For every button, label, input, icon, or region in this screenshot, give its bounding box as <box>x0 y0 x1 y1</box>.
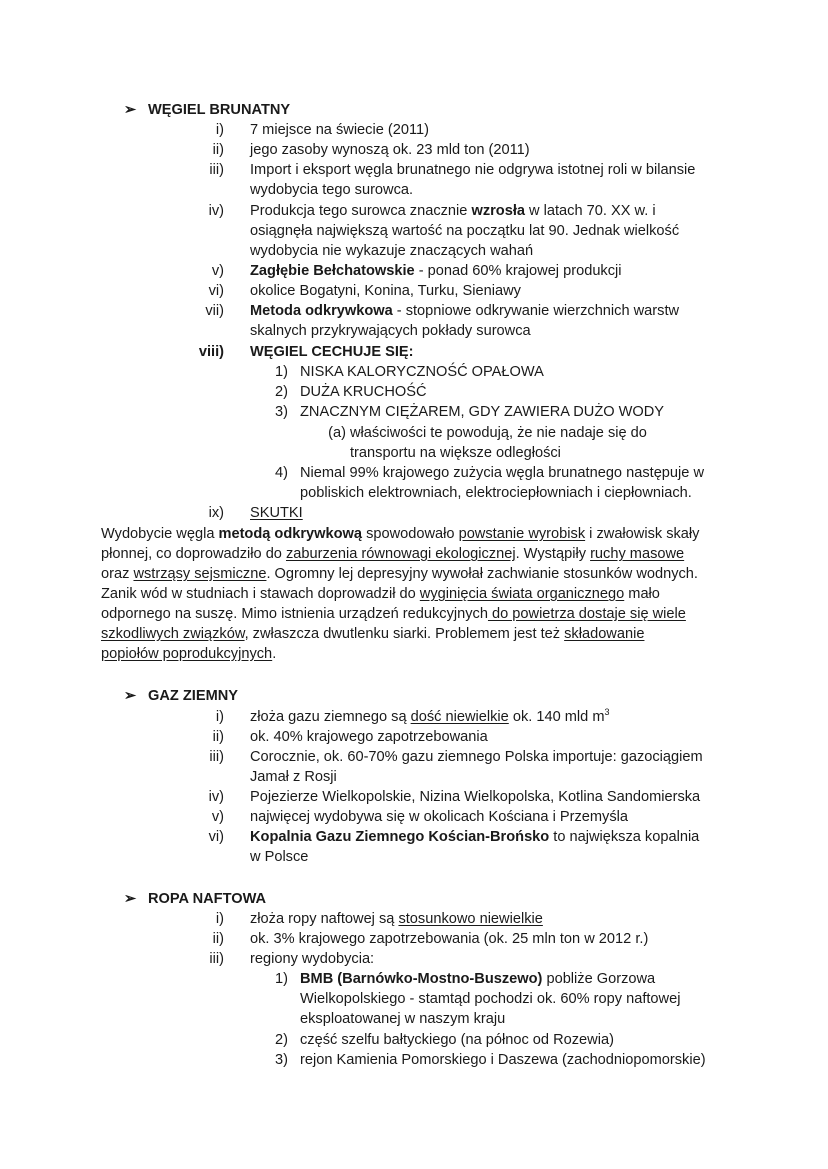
section-heading-crude-oil <box>124 889 266 909</box>
paragraph-line: Wydobycie węgla metodą odkrywkową spowodowało powstanie wyrobisk i zwałowisk skały <box>101 526 700 542</box>
item-number: ii) <box>212 931 224 947</box>
sublist-item-continuation: pobliskich elektrowniach, elektrociepłowniach i ciepłowniach. <box>300 485 692 501</box>
subsublist-item: właściwości te powodują, że nie nadaje się do <box>350 425 647 441</box>
subitem-number: 1) <box>275 971 288 987</box>
heading-text: WĘGIEL BRUNATNY <box>148 102 291 118</box>
subitem-number: 2) <box>275 1032 288 1048</box>
list-item-continuation: Jamał z Rosji <box>250 769 337 785</box>
item-number: v) <box>211 263 224 279</box>
item-number: i) <box>215 911 224 927</box>
sublist-item: ZNACZNYM CIĘŻAREM, GDY ZAWIERA DUŻO WODY <box>300 404 665 420</box>
sublist-item: BMB (Barnówko-Mostno-Buszewo) pobliże Gorzowa <box>300 971 656 987</box>
subitem-number: 3) <box>275 404 288 420</box>
item-number: vi) <box>208 829 224 845</box>
list-item: regiony wydobycia: <box>250 951 375 967</box>
subsublist-item-continuation: transportu na większe odległości <box>350 445 561 461</box>
list-item: Import i eksport węgla brunatnego nie odgrywa istotnej roli w bilansie <box>250 162 696 178</box>
item-number: ii) <box>212 142 224 158</box>
item-number: iii) <box>209 951 224 967</box>
paragraph-line: odpornego na suszę. Mimo istnienia urządzeń redukcyjnych do powietrza dostaje się wiele <box>101 606 686 622</box>
heading-text: GAZ ZIEMNY <box>148 688 238 704</box>
item-number: iii) <box>209 162 224 178</box>
list-item: złoża gazu ziemnego są dość niewielkie ok. 140 mld $m^3$ <box>250 707 610 725</box>
arrow-bullet-icon: ➢ <box>124 688 137 704</box>
item-number: v) <box>211 809 224 825</box>
sublist-item-continuation: Wielkopolskiego - stamtąd pochodzi ok. 60% ropy naftowej <box>300 991 681 1007</box>
subitem-number: 3) <box>275 1052 288 1068</box>
item-number: iii) <box>209 749 224 765</box>
list-item: 7 miejsce na świecie (2011) <box>250 122 429 138</box>
list-item-continuation: wydobycia nie wykazuje znaczących wahań <box>250 243 534 259</box>
list-item: ok. 3% krajowego zapotrzebowania (ok. 25 mln ton w 2012 r.) <box>250 931 649 947</box>
list-item: Metoda odkrywkowa - stopniowe odkrywanie wierzchnich warstw <box>250 303 680 319</box>
sublist-item: NISKA KALORYCZNOŚĆ OPAŁOWA <box>300 364 544 380</box>
paragraph-line: oraz wstrząsy sejsmiczne. Ogromny lej depresyjny wywołał zachwianie stosunków wodnych. <box>101 566 698 582</box>
subitem-number: 2) <box>275 384 288 400</box>
list-item: Zagłębie Bełchatowskie - ponad 60% krajowej produkcji <box>250 263 622 279</box>
paragraph-line: płonnej, co doprowadziło do zaburzenia równowagi ekologicznej. Wystąpiły ruchy masowe <box>101 546 685 562</box>
sublist-item: rejon Kamienia Pomorskiego i Daszewa (zachodniopomorskie) <box>300 1052 706 1068</box>
list-item-continuation: wydobycia tego surowca. <box>250 182 414 198</box>
section-heading-brown-coal <box>124 100 290 120</box>
paragraph-line: popiołów poprodukcyjnych. <box>101 646 277 662</box>
sublist-item: część szelfu bałtyckiego (na północ od Rozewia) <box>300 1032 614 1048</box>
subsubitem-number: (a) <box>328 425 346 441</box>
list-item: Kopalnia Gazu Ziemnego Kościan-Brońsko to największa kopalnia <box>250 829 700 845</box>
item-number: vi) <box>208 283 224 299</box>
arrow-bullet-icon: ➢ <box>124 891 137 907</box>
item-number: i) <box>215 709 224 725</box>
list-item: Pojezierze Wielkopolskie, Nizina Wielkopolska, Kotlina Sandomierska <box>250 789 701 805</box>
subitem-number: 1) <box>275 364 288 380</box>
list-item: WĘGIEL CECHUJE SIĘ: <box>250 344 414 360</box>
paragraph-line: szkodliwych związków, zwłaszcza dwutlenku siarki. Problemem jest też składowanie <box>101 626 645 642</box>
subitem-number: 4) <box>275 465 288 481</box>
item-number: ii) <box>212 729 224 745</box>
section-heading-natural-gas <box>124 686 238 706</box>
list-item: Corocznie, ok. 60-70% gazu ziemnego Polska importuje: gazociągiem <box>250 749 703 765</box>
list-item-continuation: skalnych przykrywających pokłady surowca <box>250 323 531 339</box>
list-item: złoża ropy naftowej są stosunkowo niewielkie <box>250 911 543 927</box>
item-number: vii) <box>205 303 224 319</box>
item-number: viii) <box>198 344 224 360</box>
list-item: SKUTKI <box>250 505 303 521</box>
item-number: i) <box>215 122 224 138</box>
arrow-bullet-icon: ➢ <box>124 102 137 118</box>
item-number: ix) <box>208 505 224 521</box>
list-item-continuation: w Polsce <box>250 849 309 865</box>
list-item: okolice Bogatyni, Konina, Turku, Sieniawy <box>250 283 521 299</box>
sublist-item: Niemal 99% krajowego zużycia węgla brunatnego następuje w <box>300 465 704 481</box>
item-number: iv) <box>208 789 224 805</box>
list-item: jego zasoby wynoszą ok. 23 mld ton (2011) <box>250 142 530 158</box>
item-number: iv) <box>208 203 224 219</box>
list-item: Produkcja tego surowca znacznie wzrosła w latach 70. XX w. i <box>250 203 656 219</box>
heading-text: ROPA NAFTOWA <box>148 891 267 907</box>
paragraph-line: Zanik wód w studniach i stawach doprowadził do wyginięcia świata organicznego mało <box>101 586 660 602</box>
list-item: najwięcej wydobywa się w okolicach Kościana i Przemyśla <box>250 809 628 825</box>
sublist-item: DUŻA KRUCHOŚĆ <box>300 384 427 400</box>
list-item: ok. 40% krajowego zapotrzebowania <box>250 729 488 745</box>
sublist-item-continuation: eksploatowanej w naszym kraju <box>300 1011 506 1027</box>
list-item-continuation: osiągnęła największą wartość na początku lat 90. Jednak wielkość <box>250 223 680 239</box>
